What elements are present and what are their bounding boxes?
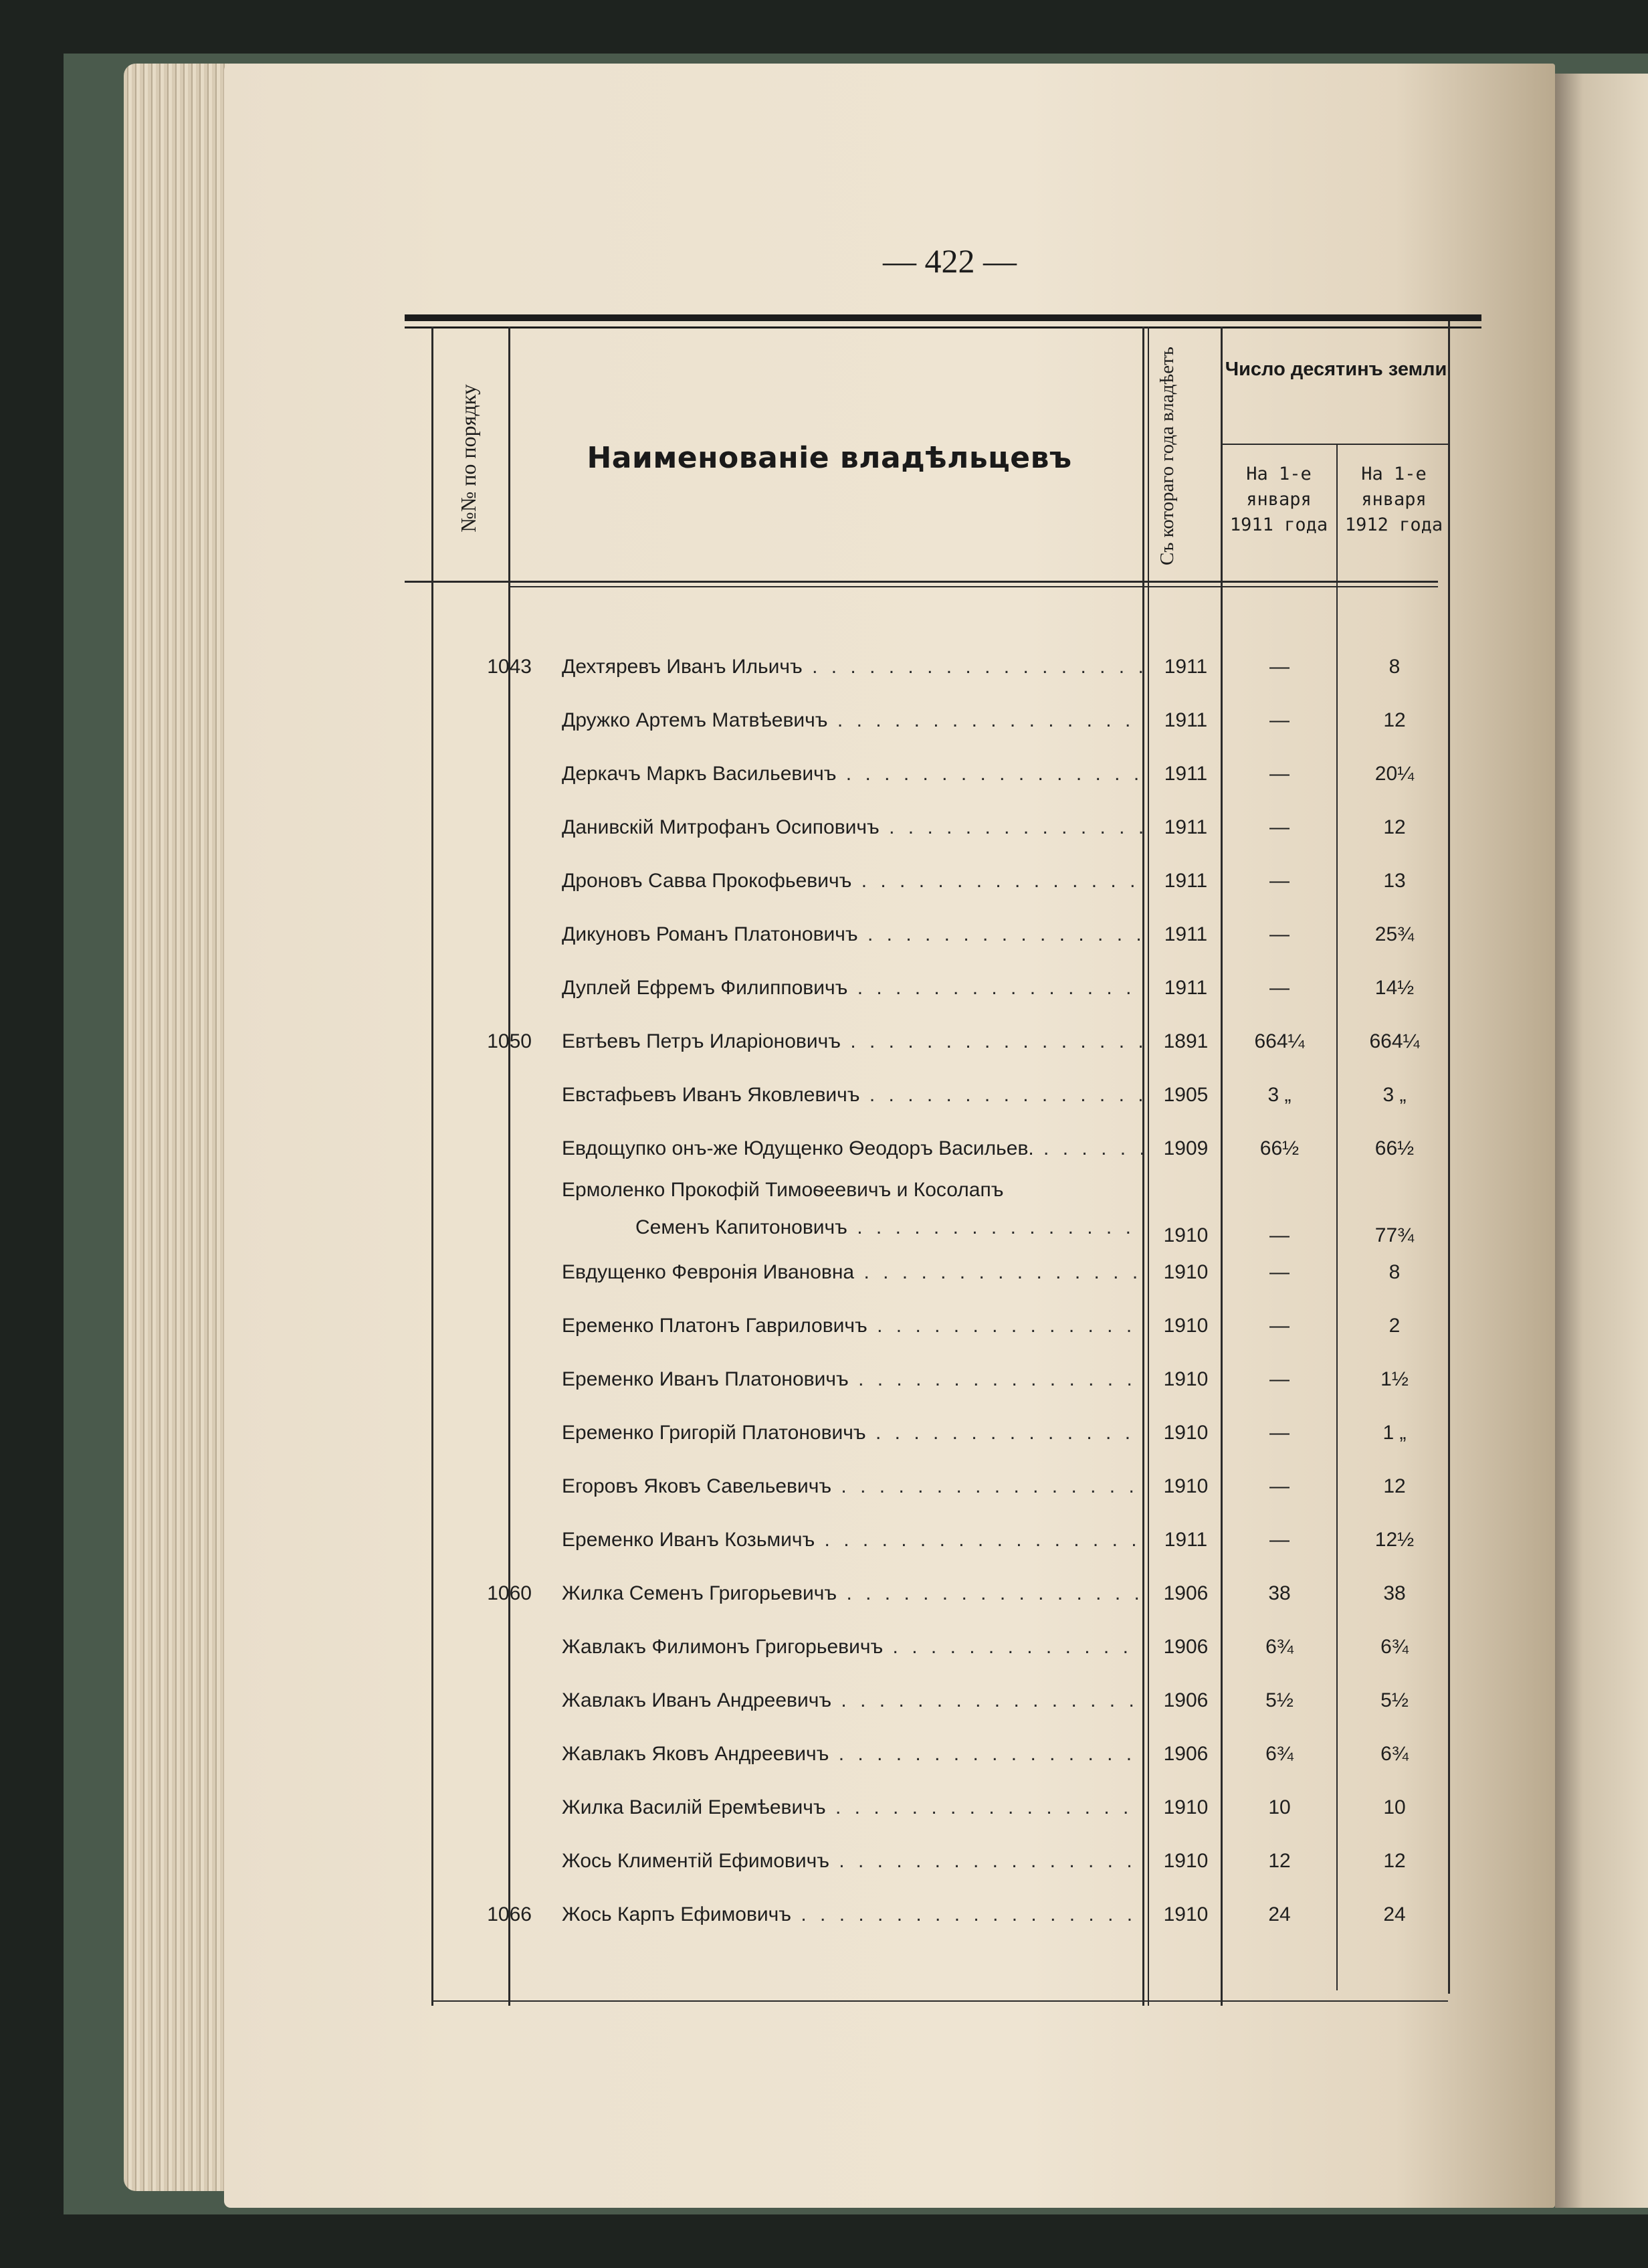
owner-name: Жилка Семенъ Григорьевичъ . . xyxy=(562,1572,1144,1615)
row-number: 1066 xyxy=(487,1903,532,1925)
since-year: 1910 xyxy=(1163,1422,1209,1444)
facing-page xyxy=(1555,74,1648,2208)
header-bottom-rule xyxy=(405,581,1438,583)
since-year: 1911 xyxy=(1164,870,1208,892)
desiatins-1911: — xyxy=(1269,763,1290,785)
since-year: 1910 xyxy=(1163,1475,1209,1497)
table-row xyxy=(405,860,1448,903)
desiatins-1912: 38 xyxy=(1383,1582,1406,1604)
table-row xyxy=(405,1786,1448,1829)
table-bottom-rule xyxy=(431,2000,1448,2002)
table-row xyxy=(405,1679,1448,1722)
table-row xyxy=(405,646,1448,688)
table-row xyxy=(405,1251,1448,1294)
table-top-rule xyxy=(405,314,1481,321)
owner-name: Дехтяревъ Иванъ Ильичъ . . xyxy=(562,646,1144,688)
desiatins-1911: — xyxy=(1269,1315,1290,1337)
desiatins-1911: 38 xyxy=(1268,1582,1291,1604)
owner-name: Жавлакъ Филимонъ Григорьевичъ . . xyxy=(562,1626,1144,1669)
owner-name: Евстафьевъ Иванъ Яковлевичъ . . xyxy=(562,1074,1144,1117)
desiatins-1912: 12 xyxy=(1383,709,1406,731)
since-year: 1911 xyxy=(1164,816,1208,838)
owner-name: Жось Климентій Ефимовичъ . . xyxy=(562,1840,1144,1883)
table-row xyxy=(405,806,1448,849)
header-desiatins: Число десятинъ земли xyxy=(1225,359,1447,380)
desiatins-1912: 12½ xyxy=(1374,1529,1415,1551)
table-row xyxy=(405,1305,1448,1347)
owner-name: Дроновъ Савва Прокофьевичъ . . xyxy=(562,860,1144,903)
header-1912: На 1-е января 1912 года xyxy=(1344,464,1443,535)
owner-name-continued: Семенъ Капитоновичъ . . xyxy=(562,1209,1144,1246)
desiatins-1912: 25¾ xyxy=(1374,923,1415,945)
table-row xyxy=(405,699,1448,742)
since-year: 1911 xyxy=(1164,1529,1208,1551)
desiatins-1912: 24 xyxy=(1383,1903,1406,1925)
desiatins-1912: 6¾ xyxy=(1380,1636,1409,1658)
desiatins-1912: 8 xyxy=(1388,1261,1401,1283)
since-year: 1911 xyxy=(1164,923,1208,945)
header-number: №№ по порядку xyxy=(456,384,480,533)
desiatins-1912: 2 xyxy=(1388,1315,1401,1337)
since-year: 1910 xyxy=(1163,1315,1209,1337)
desiatins-1912: 6¾ xyxy=(1380,1743,1409,1765)
header-bottom-rule-thin xyxy=(508,586,1438,587)
desiatins-1911: — xyxy=(1269,1529,1290,1551)
desiatins-1911: 3 „ xyxy=(1267,1084,1292,1106)
desiatins-1912: 14½ xyxy=(1374,977,1415,999)
table-row xyxy=(405,1127,1448,1170)
desiatins-1912: 1½ xyxy=(1380,1368,1409,1390)
desiatins-1911: 6¾ xyxy=(1265,1636,1294,1658)
desiatins-1912: 77¾ xyxy=(1374,1224,1415,1246)
desiatins-1912: 664¼ xyxy=(1369,1030,1420,1052)
since-year: 1906 xyxy=(1163,1743,1209,1765)
desiatins-1911: — xyxy=(1269,1475,1290,1497)
desiatins-1911: — xyxy=(1269,870,1290,892)
desiatins-1912: 10 xyxy=(1383,1796,1406,1818)
desiatins-1912: 66½ xyxy=(1374,1137,1415,1159)
since-year: 1910 xyxy=(1163,1224,1209,1246)
desiatins-1911: 6¾ xyxy=(1265,1743,1294,1765)
desiatins-1912: 12 xyxy=(1383,1850,1406,1872)
desiatins-1912: 1 „ xyxy=(1382,1422,1407,1444)
owner-name: Дуплей Ефремъ Филипповичъ . . xyxy=(562,967,1144,1010)
desiatins-1911: 66½ xyxy=(1259,1137,1300,1159)
owner-name: Деркачъ Маркъ Васильевичъ . . xyxy=(562,753,1144,795)
desiatins-1912: 12 xyxy=(1383,1475,1406,1497)
owner-name: Евдущенко Февронія Ивановна . . xyxy=(562,1251,1144,1294)
since-year: 1911 xyxy=(1164,763,1208,785)
desiatins-1912: 13 xyxy=(1383,870,1406,892)
since-year: 1910 xyxy=(1163,1903,1209,1925)
owner-name: Еременко Григорій Платоновичъ . . xyxy=(562,1412,1144,1454)
owner-name: Жось Карпъ Ефимовичъ . . xyxy=(562,1893,1144,1936)
desiatins-1911: 24 xyxy=(1268,1903,1291,1925)
owner-name: Данивскій Митрофанъ Осиповичъ . . xyxy=(562,806,1144,849)
table-row xyxy=(405,1171,1448,1257)
table-row xyxy=(405,753,1448,795)
desiatins-1911: — xyxy=(1269,1368,1290,1390)
desiatins-1911: — xyxy=(1269,1261,1290,1283)
desiatins-1912: 8 xyxy=(1388,656,1401,678)
since-year: 1909 xyxy=(1163,1137,1209,1159)
page-number: — 422 — xyxy=(883,242,1017,280)
desiatins-1911: 5½ xyxy=(1265,1689,1294,1711)
owner-name: Еременко Платонъ Гавриловичъ . . xyxy=(562,1305,1144,1347)
table-row xyxy=(405,1412,1448,1454)
since-year: 1910 xyxy=(1163,1850,1209,1872)
desiatins-1912: 3 „ xyxy=(1382,1084,1407,1106)
since-year: 1905 xyxy=(1163,1084,1209,1106)
desiatins-1912: 5½ xyxy=(1380,1689,1409,1711)
owner-name: Еременко Иванъ Козьмичъ . . xyxy=(562,1519,1144,1562)
table-row xyxy=(405,1572,1448,1615)
table-row xyxy=(405,1840,1448,1883)
row-number: 1050 xyxy=(487,1030,532,1052)
table-row xyxy=(405,1074,1448,1117)
owner-name: Жавлакъ Яковъ Андреевичъ . . xyxy=(562,1733,1144,1776)
desiatins-1911: — xyxy=(1269,656,1290,678)
since-year: 1911 xyxy=(1164,656,1208,678)
since-year: 1906 xyxy=(1163,1689,1209,1711)
desiatins-1911: 12 xyxy=(1268,1850,1291,1872)
desiatins-1911: — xyxy=(1269,816,1290,838)
row-number: 1043 xyxy=(487,656,532,678)
table-row xyxy=(405,1358,1448,1401)
desiatins-1911: 10 xyxy=(1268,1796,1291,1818)
owner-name: Еременко Иванъ Платоновичъ . . xyxy=(562,1358,1144,1401)
desiatins-1911: — xyxy=(1269,1422,1290,1444)
table-row xyxy=(405,913,1448,956)
owner-name: Дружко Артемъ Матвѣевичъ . . xyxy=(562,699,1144,742)
desiatins-1911: 664¼ xyxy=(1254,1030,1305,1052)
table-row xyxy=(405,1519,1448,1562)
owner-name: Жавлакъ Иванъ Андреевичъ . . xyxy=(562,1679,1144,1722)
since-year: 1906 xyxy=(1163,1582,1209,1604)
table-row xyxy=(405,967,1448,1010)
since-year: 1911 xyxy=(1164,977,1208,999)
owner-name: Жилка Василій Еремѣевичъ . . xyxy=(562,1786,1144,1829)
owner-name: Дикуновъ Романъ Платоновичъ . . xyxy=(562,913,1144,956)
desiatins-1912: 12 xyxy=(1383,816,1406,838)
header-1911: На 1-е января 1911 года xyxy=(1229,464,1328,535)
since-year: 1910 xyxy=(1163,1796,1209,1818)
since-year: 1906 xyxy=(1163,1636,1209,1658)
since-year: 1911 xyxy=(1164,709,1208,731)
desiatins-1911: — xyxy=(1269,923,1290,945)
owner-name: Егоровъ Яковъ Савельевичъ . . xyxy=(562,1465,1144,1508)
table-row xyxy=(405,1465,1448,1508)
table-row xyxy=(405,1893,1448,1936)
header-name: Наименованіе владѣльцевъ xyxy=(587,441,1072,475)
table-row xyxy=(405,1020,1448,1063)
desiatins-1911: — xyxy=(1269,1224,1290,1246)
header-subdivider xyxy=(1221,444,1448,445)
table-top-rule-thin xyxy=(405,326,1481,328)
desiatins-1911: — xyxy=(1269,709,1290,731)
owner-name: Евтѣевъ Петръ Иларіоновичъ . . xyxy=(562,1020,1144,1063)
desiatins-1911: — xyxy=(1269,977,1290,999)
since-year: 1910 xyxy=(1163,1368,1209,1390)
owner-name: Ермоленко Прокофій Тимоѳеевичъ и Косолапъ Семенъ Капитоновичъ . . xyxy=(562,1171,1144,1246)
table-row xyxy=(405,1733,1448,1776)
since-year: 1891 xyxy=(1163,1030,1209,1052)
since-year: 1910 xyxy=(1163,1261,1209,1283)
table-row xyxy=(405,1626,1448,1669)
owner-name: Евдощупко онъ-же Юдущенко Ѳеодоръ Васильев. . . xyxy=(562,1127,1144,1170)
header-year: Съ котораго года владѣетъ xyxy=(1156,347,1178,565)
row-number: 1060 xyxy=(487,1582,532,1604)
desiatins-1912: 20¼ xyxy=(1374,763,1415,785)
